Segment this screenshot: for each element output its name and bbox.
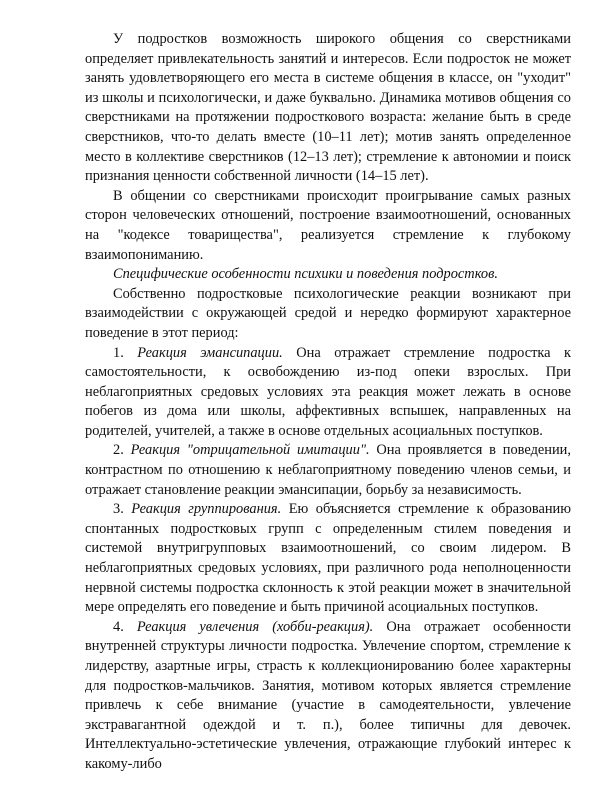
document-page [85, 30, 571, 775]
list-item-term: Реакция "отрицательной имитации". [130, 442, 370, 459]
list-item-emancipation [85, 344, 571, 442]
list-item-term: Реакция группирования. [131, 501, 282, 518]
paragraph-peer-relations: В общении со сверстниками происходит проигрывание самых разных сторон человеческих отношений, построение взаимоотношений, основанных на "кодексе товарищества", реализуется стремление к глубокому взаимопониманию. [85, 187, 571, 263]
list-item-number: 2. [113, 442, 131, 459]
paragraph-peer-communication: У подростков возможность широкого общения со сверстниками определяет привлекательность занятий и интересов. Если подросток не может занять удовлетворяющего его места в системе общения в классе, он "уходит" из школы и психологически, и даже буквально. Динамика мотивов общения со сверстниками на протяжении подросткового возраста: желание быть в среде сверстников, что-то делать вместе (10–11 лет); мотив занять определенное место в коллективе сверстников (12–13 лет); стремление к автономии и поиск признания ценности собственной личности (14–15 лет). [85, 31, 571, 185]
list-item-grouping [85, 500, 571, 618]
list-item-number: 4. [113, 618, 137, 635]
list-item-number: 1. [113, 344, 138, 361]
list-item-term: Реакция эмансипации. [137, 344, 283, 361]
list-item-hobby [85, 618, 571, 775]
list-item-text: Она отражает стремление подростка к самостоятельности, к освобождению из-под опеки взрослых. При неблагоприятных средовых условиях эта реакция может лежать в основе побегов из дома или школы, аффективных вспышек, направленных на родителей, учителей, а также в основе отдельных асоциальных поступков. [85, 344, 572, 439]
list-item-text: Она отражает особенности внутренней структуры личности подростка. Увлечение спортом, стремление к лидерству, азартные игры, страсть к коллекционированию более характерны для подростков-мальчиков. Занятия, мотивом которых является стремление привлечь к себе внимание (участие в самодеятельности, увлечение экстравагантной одеждой и т. п.), более типичны для девочек. Интеллектуально-эстетические увлечения, отражающие глубокий интерес к какому-либо [85, 618, 571, 772]
list-item-term: Реакция увлечения (хобби-реакция). [136, 618, 374, 635]
paragraph-reactions-intro: Собственно подростковые психологические реакции возникают при взаимодействии с окружающей средой и нередко формируют характерное поведение в этот период: [85, 285, 571, 341]
list-item-text: Она проявляется в поведении, контрастном по отношению к неблагоприятному поведению членов семьи, и отражает становление реакции эмансипации, борьбу за независимость. [85, 442, 571, 498]
list-item-negative-imitation [85, 441, 571, 500]
section-heading: Специфические особенности психики и поведения подростков. [113, 266, 498, 283]
list-item-text: Ею объясняется стремление к образованию спонтанных подростковых групп с определенным стилем поведения и системой внутригрупповых взаимоотношений, со своим лидером. В неблагоприятных средовых условиях, при различного рода неполноценности нервной системы подростка склонность к этой реакции может в значительной мере определять его поведение и быть причиной асоциальных поступков. [85, 501, 572, 616]
list-item-number: 3. [113, 501, 132, 518]
